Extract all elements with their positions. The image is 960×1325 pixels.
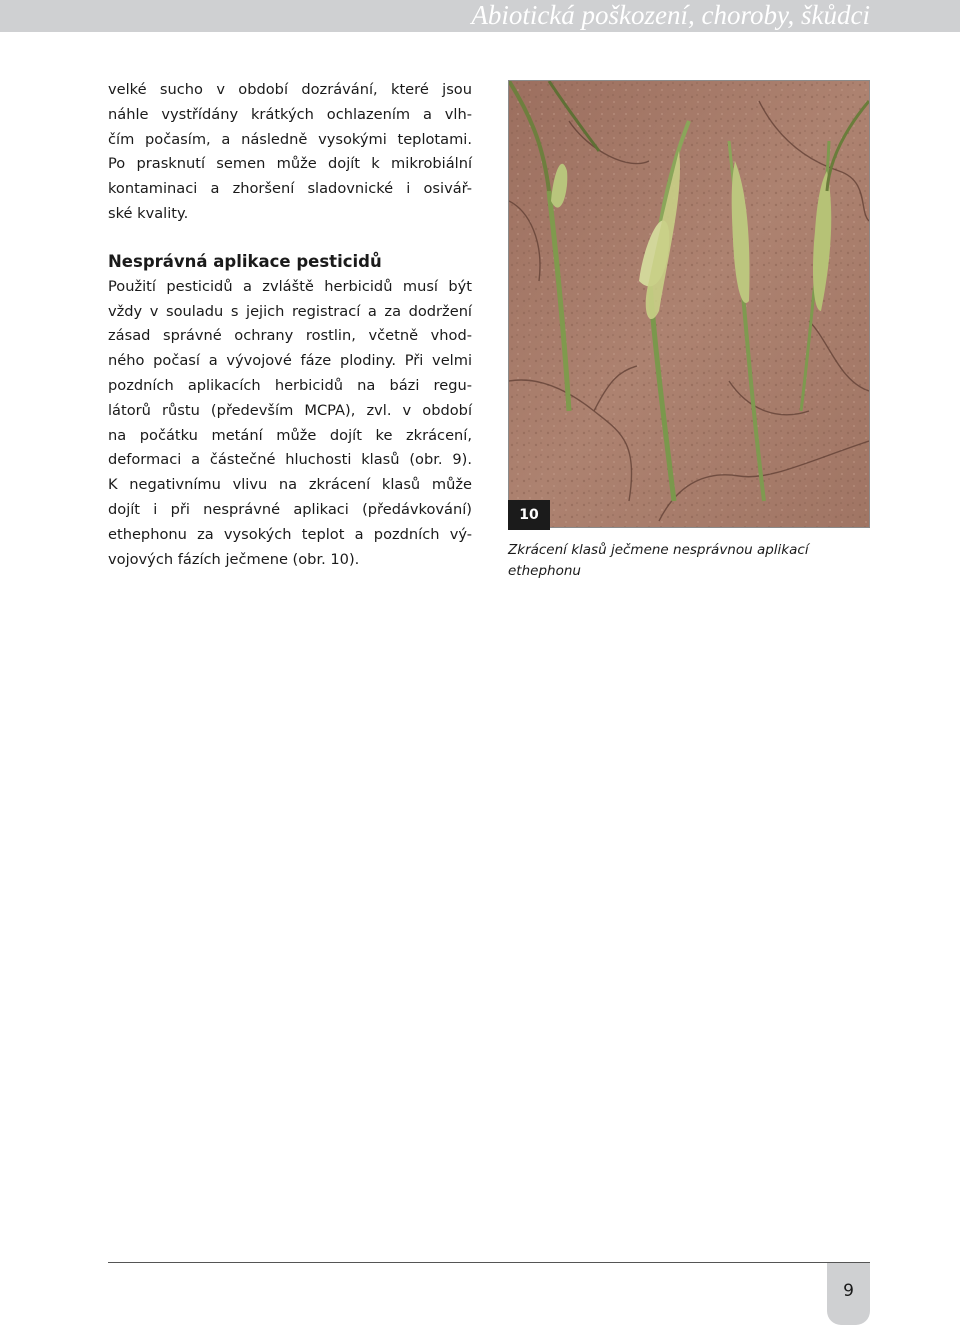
body-text-column: [108, 78, 472, 572]
section-line: pozdních aplikacích herbicidů na bázi regu-: [108, 376, 472, 394]
intro-line: čím počasím, a následně vysokými teplotami.: [108, 130, 472, 148]
caption-line: ethephonu: [508, 563, 581, 579]
section-line: na počátku metání může dojít ke zkrácení,: [108, 426, 472, 444]
intro-line: Po prasknutí semen může dojít k mikrobiální: [108, 155, 472, 173]
section-line: dojít i při nesprávné aplikaci (předávkování): [108, 500, 472, 518]
intro-line: velké sucho v období dozrávání, které jsou: [108, 81, 472, 98]
intro-line: kontaminaci a zhoršení sladovnické i osivář-: [108, 180, 472, 198]
figure-number-label: 10: [508, 500, 550, 530]
figure-caption: [508, 540, 838, 582]
section-line: zásad správné ochrany rostlin, včetně vhod-: [108, 327, 472, 345]
caption-line: Zkrácení klasů ječmene nesprávnou aplikací: [508, 542, 809, 558]
running-header-title: Abiotická poškození, choroby, škůdci: [471, 0, 870, 30]
intro-paragraph: [108, 78, 472, 227]
section-line: vojových fázích ječmene (obr. 10).: [108, 550, 360, 568]
section-line: ethephonu za vysokých teplot a pozdních vý-: [108, 525, 472, 543]
barley-ears-photo: [508, 80, 870, 528]
section-heading: Nesprávná aplikace pesticidů: [108, 251, 382, 271]
section-line: Použití pesticidů a zvláště herbicidů musí být: [108, 277, 472, 295]
section-line: deformaci a částečné hluchosti klasů (obr. 9).: [108, 451, 472, 469]
intro-line: ské kvality.: [108, 204, 189, 222]
intro-line: náhle vystřídány krátkých ochlazením a vlh-: [108, 105, 472, 123]
section-line: vždy v souladu s jejich registrací a za dodržení: [108, 302, 472, 320]
section-line: látorů růstu (především MCPA), zvl. v období: [108, 401, 472, 419]
footer-rule: [108, 1262, 870, 1263]
page-number-tab: [827, 1263, 870, 1325]
section-paragraph: [108, 275, 472, 573]
page-number: 9: [843, 1281, 854, 1301]
header-bar: [0, 0, 960, 32]
section-line: K negativnímu vlivu na zkrácení klasů může: [108, 476, 472, 494]
section-line: ného počasí a vývojové fáze plodiny. Při velmi: [108, 352, 472, 370]
